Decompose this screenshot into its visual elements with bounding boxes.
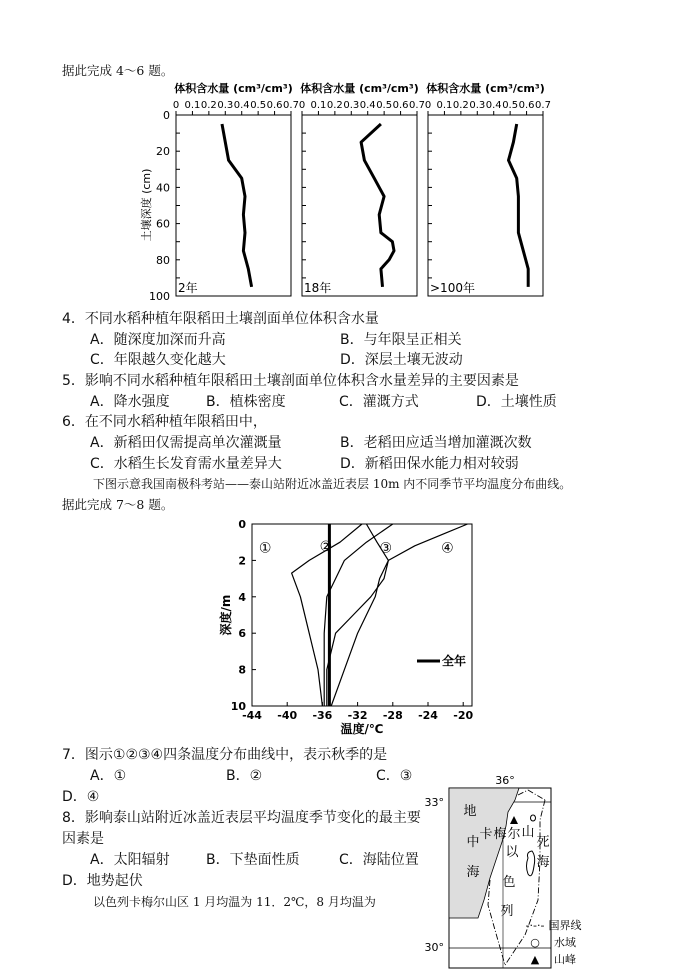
y-tick-label: 10 bbox=[230, 700, 246, 713]
question-8-stem-line2: 因素是 bbox=[62, 831, 104, 847]
y-tick-label: 40 bbox=[156, 181, 170, 195]
question-4-option-a[interactable]: A．随深度加深而升高 bbox=[90, 332, 226, 348]
y-tick-label: 6 bbox=[238, 627, 246, 641]
x-tick-label: 0.2 bbox=[200, 100, 217, 111]
x-tick-label: -32 bbox=[347, 709, 368, 722]
x-tick-label: 0.3 bbox=[469, 100, 486, 111]
question-4-stem: 4．不同水稻种植年限稻田土壤剖面单位体积含水量 bbox=[62, 311, 379, 327]
question-5-option-d[interactable]: D．土壤性质 bbox=[476, 394, 557, 410]
x-tick-label: -40 bbox=[277, 709, 298, 722]
legend-symbol: -·-·- bbox=[525, 919, 545, 932]
curve-label: ③ bbox=[379, 540, 393, 557]
x-tick-label: 0.1 bbox=[436, 100, 453, 111]
x-tick-label: 0.3 bbox=[217, 100, 234, 111]
x-tick-label: 0.5 bbox=[250, 100, 267, 111]
mountain-label-char: 尔 bbox=[507, 827, 521, 842]
question-5-option-a[interactable]: A．降水强度 bbox=[90, 394, 170, 410]
question-6-stem: 6．在不同水稻种植年限稻田中， bbox=[62, 414, 267, 430]
panel-year-label: 18年 bbox=[304, 281, 332, 295]
question-5-option-c[interactable]: C．灌溉方式 bbox=[339, 394, 419, 410]
y-tick-label: 80 bbox=[156, 253, 170, 267]
legend-label: 水域 bbox=[554, 936, 576, 949]
y-axis-label: 深度/m bbox=[219, 594, 233, 636]
x-tick-label: 0.6 bbox=[266, 100, 283, 111]
intro-text-3: 据此完成 7～8 题。 bbox=[62, 497, 174, 512]
y-tick-label: 60 bbox=[156, 217, 170, 231]
panel-year-label: 2年 bbox=[178, 281, 198, 295]
question-6-option-a[interactable]: A．新稻田仅需提高单次灌溉量 bbox=[90, 435, 282, 451]
dead-sea-label-char: 死 bbox=[536, 835, 550, 850]
legend-label: 山峰 bbox=[554, 953, 576, 966]
mountain-label-char: 卡 bbox=[479, 827, 493, 842]
latitude-label-bottom: 30° bbox=[424, 941, 444, 954]
next-paragraph-text: 以色列卡梅尔山区 1 月均温为 11．2℃，8 月均温为 bbox=[93, 895, 376, 909]
x-tick-label: 0 bbox=[298, 100, 306, 111]
y-tick-label: 4 bbox=[238, 590, 246, 604]
country-label-char: 色 bbox=[502, 875, 516, 890]
x-tick-label: -28 bbox=[382, 709, 403, 722]
panel-top-label: 体积含水量 (cm³/cm³) bbox=[174, 82, 293, 95]
y-axis-label: 土壤深度 (cm) bbox=[140, 168, 153, 242]
y-tick-label: 8 bbox=[238, 663, 246, 677]
country-label-char: 列 bbox=[500, 904, 514, 919]
country-label-char: 以 bbox=[505, 845, 519, 860]
x-tick-label: 0.3 bbox=[343, 100, 360, 111]
question-8-option-c[interactable]: C．海陆位置 bbox=[339, 852, 419, 868]
question-7-option-c[interactable]: C．③ bbox=[376, 768, 413, 784]
x-tick-label: 0.1 bbox=[310, 100, 327, 111]
x-tick-label: 0.2 bbox=[452, 100, 469, 111]
question-5-option-b[interactable]: B．植株密度 bbox=[206, 394, 286, 410]
sea-label-char: 海 bbox=[466, 865, 480, 880]
curve-label: ② bbox=[319, 538, 333, 555]
y-tick-label: 100 bbox=[149, 290, 170, 303]
longitude-label: 36° bbox=[495, 774, 515, 787]
question-7-option-b[interactable]: B．② bbox=[226, 768, 263, 784]
mountain-label-char: 山 bbox=[521, 825, 535, 840]
sea-label-char: 地 bbox=[463, 804, 477, 819]
x-tick-label: 0.5 bbox=[376, 100, 393, 111]
x-tick-label: -44 bbox=[242, 709, 262, 722]
x-tick-label: 0.1 bbox=[184, 100, 201, 111]
question-8-option-a[interactable]: A．太阳辐射 bbox=[90, 852, 170, 868]
question-8-option-d[interactable]: D．地势起伏 bbox=[62, 873, 143, 889]
question-4-option-d[interactable]: D．深层土壤无波动 bbox=[340, 352, 463, 368]
x-tick-label: -36 bbox=[312, 709, 333, 722]
intro-text-1: 据此完成 4～6 题。 bbox=[62, 63, 174, 78]
x-tick-label: 0.5 bbox=[502, 100, 519, 111]
sea-label-char: 中 bbox=[466, 835, 480, 850]
legend-symbol: ○ bbox=[530, 936, 540, 949]
legend-label: 全年 bbox=[442, 654, 467, 668]
legend-label: 国界线 bbox=[548, 919, 582, 932]
panel-top-label: 体积含水量 (cm³/cm³) bbox=[426, 82, 545, 95]
x-tick-label: 0.6 bbox=[518, 100, 535, 111]
question-6-option-d[interactable]: D．新稻田保水能力相对较弱 bbox=[340, 456, 519, 472]
latitude-label-top: 33° bbox=[424, 796, 444, 809]
y-tick-label: 0 bbox=[238, 518, 246, 531]
curve-label: ① bbox=[258, 540, 272, 557]
x-tick-label: 0.6 bbox=[392, 100, 409, 111]
x-tick-label: 0.4 bbox=[233, 100, 250, 111]
x-tick-label: -24 bbox=[418, 709, 438, 722]
panel-top-label: 体积含水量 (cm³/cm³) bbox=[300, 82, 419, 95]
x-tick-label: 0.4 bbox=[359, 100, 376, 111]
question-7-stem: 7．图示①②③④四条温度分布曲线中，表示秋季的是 bbox=[62, 747, 388, 763]
curve-label: ④ bbox=[441, 540, 454, 557]
question-4-option-c[interactable]: C．年限越久变化越大 bbox=[90, 352, 226, 368]
y-tick-label: 20 bbox=[156, 145, 170, 159]
x-tick-label: 0 bbox=[172, 100, 180, 111]
question-6-option-c[interactable]: C．水稻生长发育需水量差异大 bbox=[90, 456, 282, 472]
x-tick-label: 0.7 bbox=[535, 100, 551, 111]
question-8-stem-line1: 8．影响泰山站附近冰盖近表层平均温度季节变化的最主要 bbox=[62, 810, 421, 826]
panel-year-label: >100年 bbox=[430, 281, 475, 295]
y-tick-label: 2 bbox=[238, 554, 246, 568]
question-5-stem: 5．影响不同水稻种植年限稻田土壤剖面单位体积含水量差异的主要因素是 bbox=[62, 373, 519, 389]
x-tick-label: 0.2 bbox=[326, 100, 343, 111]
question-7-option-a[interactable]: A．① bbox=[90, 768, 127, 784]
x-axis-label: 温度/℃ bbox=[340, 722, 384, 736]
y-tick-label: 0 bbox=[163, 109, 170, 122]
mountain-label-char: 梅 bbox=[493, 827, 507, 842]
x-tick-label: 0.7 bbox=[283, 100, 299, 111]
question-7-option-d[interactable]: D．④ bbox=[62, 789, 100, 805]
x-tick-label: 0.4 bbox=[485, 100, 502, 111]
x-tick-label: 0 bbox=[424, 100, 432, 111]
question-6-option-b[interactable]: B．老稻田应适当增加灌溉次数 bbox=[340, 435, 532, 451]
x-tick-label: -20 bbox=[453, 709, 474, 722]
dead-sea-label-char: 海 bbox=[536, 855, 550, 870]
x-tick-label: 0.7 bbox=[409, 100, 425, 111]
question-4-option-b[interactable]: B．与年限呈正相关 bbox=[340, 332, 462, 348]
intro-text-2: 下图示意我国南极科考站——泰山站附近冰盖近表层 10m 内不同季节平均温度分布曲线。 bbox=[93, 477, 572, 491]
question-8-option-b[interactable]: B．下垫面性质 bbox=[206, 852, 300, 868]
legend-symbol: ▲ bbox=[530, 953, 540, 966]
